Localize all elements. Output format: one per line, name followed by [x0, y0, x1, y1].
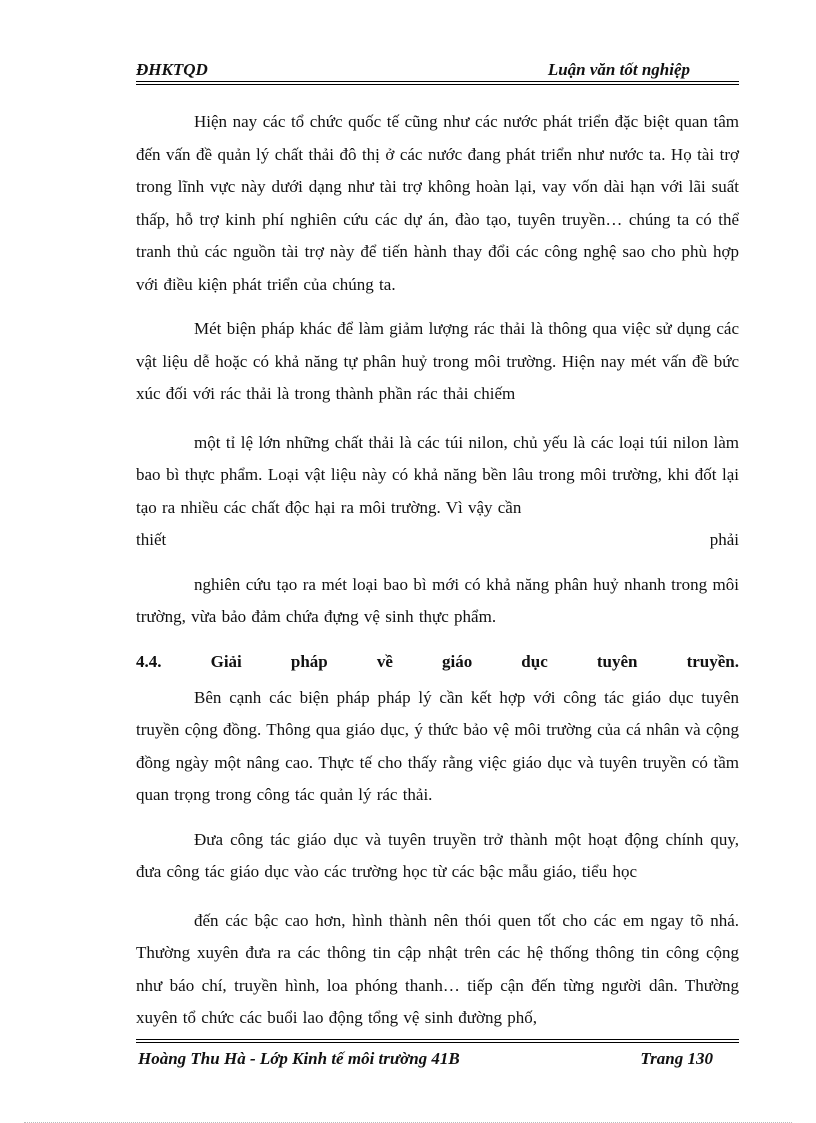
heading-word: tuyên [596, 651, 638, 671]
footer-rule-bottom [136, 1042, 739, 1043]
heading-word: về [376, 651, 393, 671]
heading-word: Giải [210, 651, 242, 671]
page-footer [136, 1049, 739, 1073]
header-institution: ĐHKTQD [136, 60, 208, 79]
paragraph-funding: Hiện nay các tổ chức quốc tế cũng như các nước phát triển đặc biệt quan tâm đến vấn đề quản lý chất thải đô thị ở các nước đang phát triển như nước ta. Họ tài trợ trong lĩnh vực này dưới dạng như tài trợ không hoàn lại, vay vốn dài hạn với lãi suất thấp, hỗ trợ kinh phí nghiên cứu các dự án, đào tạo, tuyên truyền… chúng ta có thể tranh thủ các nguồn tài trợ này để tiến hành thay đổi các công nghệ sao cho phù hợp với điều kiện phát triển của chúng ta. [136, 112, 739, 294]
footer-author: Hoàng Thu Hà - Lớp Kinh tế môi trường 41B [138, 1049, 460, 1068]
section-heading [136, 646, 739, 678]
justified-line [136, 524, 739, 557]
page-number: Trang 130 [640, 1049, 713, 1068]
heading-word: dục [521, 651, 548, 671]
header-rule-top [136, 81, 739, 82]
footer-rule-top [136, 1039, 739, 1040]
paragraph-nilon: một tỉ lệ lớn những chất thải là các túi nilon, chủ yếu là các loại túi nilon làm bao bì thực phẩm. Loại vật liệu này có khả năng bền lâu trong môi trường, khi đốt lại tạo ra nhiều các chất độc hại ra môi trường. Vì vậy cần [136, 432, 739, 517]
paragraph-habits: đến các bậc cao hơn, hình thành nên thói quen tốt cho các em ngay tõ nhá. Thường xuyên đưa ra các thông tin cập nhật trên các hệ thống thông tin công cộng như báo chí, truyền hình, loa phóng thanh… tiếp cận đến từng người dân. Thường xuyên tổ chức các buổi lao động tổng vệ sinh đường phố, [136, 910, 739, 1027]
heading-word: giáo [441, 651, 473, 671]
section-number: 4.4. [136, 651, 162, 671]
word-thiet: thiết [136, 530, 167, 549]
heading-word: truyền. [686, 651, 739, 671]
header-rule-bottom [136, 84, 739, 85]
word-phai: phải [709, 530, 739, 549]
page-header [136, 60, 736, 82]
heading-word: pháp [290, 651, 328, 671]
page-body [136, 106, 739, 1035]
paragraph-schools: Đưa công tác giáo dục và tuyên truyền trở thành một hoạt động chính quy, đưa công tác giáo dục vào các trường học từ các bậc mẫu giáo, tiểu học [136, 829, 739, 881]
paragraph-packaging: nghiên cứu tạo ra mét loại bao bì mới có khả năng phân huỷ nhanh trong môi trường, vừa bảo đảm chứa đựng vệ sinh thực phẩm. [136, 574, 739, 626]
paragraph-education: Bên cạnh các biện pháp pháp lý cần kết hợp với công tác giáo dục tuyên truyền cộng đồng. Thông qua giáo dục, ý thức bảo vệ môi trường của cá nhân và cộng đồng ngày một nâng cao. Thực tế cho thấy rằng việc giáo dục và tuyên truyền có tầm quan trọng trong công tác quản lý rác thải. [136, 687, 739, 804]
paragraph-materials: Mét biện pháp khác để làm giảm lượng rác thải là thông qua việc sử dụng các vật liệu dễ hoặc có khả năng tự phân huỷ trong môi trường. Hiện nay mét vấn đề bức xúc đối với rác thải là trong thành phần rác thải chiếm [136, 319, 739, 403]
header-document-type: Luận văn tốt nghiệp [547, 60, 690, 79]
